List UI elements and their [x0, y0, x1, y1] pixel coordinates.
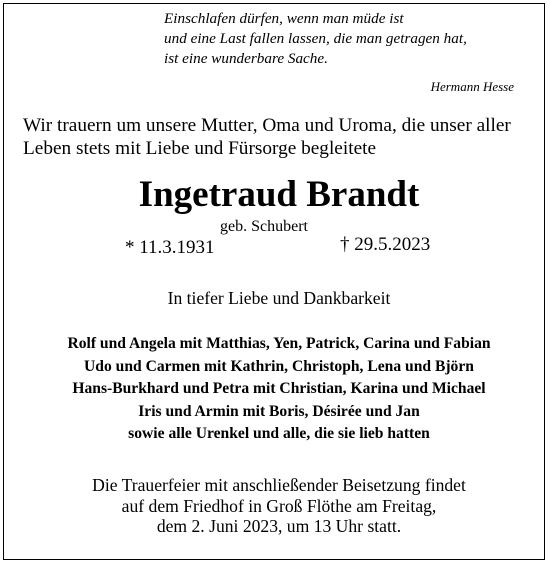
service-line: auf dem Friedhof in Groß Flöthe am Freitag,	[121, 495, 437, 516]
family-line: Udo und Carmen mit Kathrin, Christoph, Lena und Björn	[84, 357, 474, 375]
family-list	[4, 333, 550, 446]
birth-date: * 11.3.1931	[125, 237, 215, 258]
family-line: Rolf und Angela mit Matthias, Yen, Patrick, Carina und Fabian	[67, 335, 491, 352]
poem-author: Hermann Hesse	[430, 79, 514, 94]
intro-line: Leben stets mit Liebe und Fürsorge begleitete	[23, 138, 377, 159]
funeral-service-info	[4, 475, 550, 537]
poem-line: ist eine wunderbare Sache.	[164, 50, 328, 67]
closing-phrase: In tiefer Liebe und Dankbarkeit	[167, 288, 391, 308]
intro-line: Wir trauern um unsere Mutter, Oma und Uroma, die unser aller	[23, 115, 511, 136]
death-date: † 29.5.2023	[340, 234, 431, 255]
obituary-frame	[3, 3, 545, 560]
family-line: Hans-Burkhard und Petra mit Christian, Karina und Michael	[72, 380, 486, 397]
poem-quote	[164, 9, 524, 69]
poem-line: Einschlafen dürfen, wenn man müde ist	[164, 10, 404, 27]
family-line: Iris und Armin mit Boris, Désirée und Jan	[138, 402, 420, 420]
service-line: Die Trauerfeier mit anschließender Beisetzung findet	[92, 475, 466, 495]
intro-text	[23, 114, 543, 160]
service-line: dem 2. Juni 2023, um 13 Uhr statt.	[156, 516, 402, 536]
deceased-name: Ingetraud Brandt	[138, 174, 420, 215]
maiden-name: geb. Schubert	[220, 218, 308, 235]
family-line: sowie alle Urenkel und alle, die sie lieb hatten	[128, 425, 430, 442]
poem-line: und eine Last fallen lassen, die man getragen hat,	[164, 30, 467, 47]
